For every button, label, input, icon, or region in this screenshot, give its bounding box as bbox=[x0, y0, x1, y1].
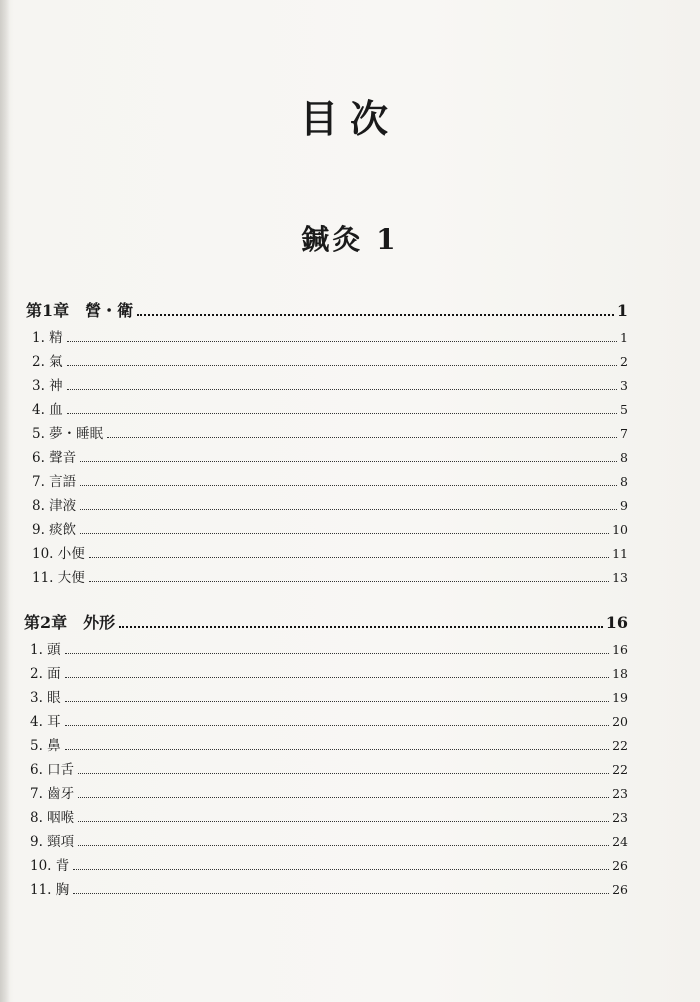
entry-label: 9. 頸項 bbox=[30, 834, 75, 850]
page-title: 目次 bbox=[299, 96, 400, 141]
entry-label: 3. 眼 bbox=[30, 690, 61, 706]
toc-entry[interactable] bbox=[32, 398, 628, 418]
entry-label: 5. 鼻 bbox=[30, 738, 61, 754]
toc-entry[interactable] bbox=[32, 374, 628, 394]
toc-entry[interactable] bbox=[30, 854, 628, 874]
toc-entry[interactable] bbox=[30, 806, 628, 826]
dot-leader bbox=[137, 314, 614, 316]
toc-entry[interactable] bbox=[30, 662, 628, 682]
page-number: 8 bbox=[620, 474, 628, 489]
entry-label: 6. 口舌 bbox=[30, 762, 75, 778]
entry-label: 8. 咽喉 bbox=[30, 810, 75, 826]
page-number: 20 bbox=[612, 714, 628, 729]
dot-leader bbox=[80, 533, 609, 534]
toc-entry[interactable] bbox=[32, 494, 628, 514]
page-number: 22 bbox=[612, 762, 628, 777]
toc-entry[interactable] bbox=[32, 470, 628, 490]
entry-label: 10. 小便 bbox=[32, 546, 85, 562]
dot-leader bbox=[89, 581, 609, 582]
page-number: 19 bbox=[612, 690, 628, 705]
dot-leader bbox=[107, 437, 617, 438]
page-number: 3 bbox=[620, 378, 628, 393]
dot-leader bbox=[80, 485, 617, 486]
page-number: 8 bbox=[620, 450, 628, 465]
chapter-title: 第2章 外形 bbox=[24, 613, 116, 632]
entry-label: 4. 耳 bbox=[30, 714, 61, 730]
volume-title: 鍼灸 1 bbox=[301, 223, 399, 256]
entry-label: 7. 言語 bbox=[32, 474, 77, 490]
page-number: 16 bbox=[605, 613, 628, 632]
entry-label: 1. 精 bbox=[32, 330, 63, 346]
dot-leader bbox=[119, 626, 603, 628]
dot-leader bbox=[65, 653, 609, 654]
dot-leader bbox=[78, 797, 609, 798]
dot-leader bbox=[67, 341, 617, 342]
dot-leader bbox=[78, 821, 609, 822]
page-number: 1 bbox=[616, 301, 628, 320]
toc-entry[interactable] bbox=[30, 782, 628, 802]
page-number: 24 bbox=[612, 834, 628, 849]
entry-label: 11. 大便 bbox=[32, 570, 85, 586]
dot-leader bbox=[65, 701, 609, 702]
dot-leader bbox=[78, 773, 609, 774]
toc-entry[interactable] bbox=[30, 686, 628, 706]
page-number: 23 bbox=[612, 786, 628, 801]
dot-leader bbox=[78, 845, 609, 846]
page-number: 18 bbox=[612, 666, 628, 681]
page-number: 16 bbox=[612, 642, 628, 657]
toc-entry[interactable] bbox=[30, 734, 628, 754]
toc-entry[interactable] bbox=[30, 638, 628, 658]
dot-leader bbox=[73, 893, 609, 894]
toc-entry[interactable] bbox=[30, 758, 628, 778]
toc-entry[interactable] bbox=[30, 878, 628, 898]
entry-label: 9. 痰飲 bbox=[32, 522, 77, 538]
page-number: 2 bbox=[620, 354, 628, 369]
chapter-heading[interactable] bbox=[26, 298, 628, 321]
dot-leader bbox=[89, 557, 609, 558]
entry-label: 2. 面 bbox=[30, 666, 61, 682]
page-number: 5 bbox=[620, 402, 628, 417]
entry-label: 3. 神 bbox=[32, 378, 63, 394]
page-number: 26 bbox=[612, 882, 628, 897]
entry-label: 2. 氣 bbox=[32, 354, 63, 370]
toc-entry[interactable] bbox=[32, 542, 628, 562]
toc-entry[interactable] bbox=[32, 350, 628, 370]
chapter-heading[interactable] bbox=[24, 610, 628, 633]
entry-label: 7. 齒牙 bbox=[30, 786, 75, 802]
dot-leader bbox=[67, 413, 617, 414]
dot-leader bbox=[67, 365, 617, 366]
chapter-title: 第1章 營・衛 bbox=[26, 301, 134, 320]
page-number: 1 bbox=[620, 330, 628, 345]
page-number: 13 bbox=[612, 570, 628, 585]
entry-label: 5. 夢・睡眠 bbox=[32, 426, 104, 442]
page-number: 22 bbox=[612, 738, 628, 753]
page-number: 26 bbox=[612, 858, 628, 873]
entry-label: 8. 津液 bbox=[32, 498, 77, 514]
page-number: 10 bbox=[612, 522, 628, 537]
dot-leader bbox=[80, 509, 617, 510]
toc-entry[interactable] bbox=[30, 710, 628, 730]
toc-entry[interactable] bbox=[32, 326, 628, 346]
toc-entry[interactable] bbox=[32, 566, 628, 586]
entry-label: 10. 背 bbox=[30, 858, 70, 874]
entry-label: 6. 聲音 bbox=[32, 450, 77, 466]
page-number: 11 bbox=[612, 546, 628, 561]
page-number: 23 bbox=[612, 810, 628, 825]
entry-label: 1. 頭 bbox=[30, 642, 61, 658]
dot-leader bbox=[65, 677, 609, 678]
dot-leader bbox=[65, 725, 609, 726]
entry-label: 4. 血 bbox=[32, 402, 63, 418]
page-number: 7 bbox=[620, 426, 628, 441]
toc-entry[interactable] bbox=[32, 446, 628, 466]
entry-label: 11. 胸 bbox=[30, 882, 70, 898]
toc-entry[interactable] bbox=[32, 422, 628, 442]
page-number: 9 bbox=[620, 498, 628, 513]
dot-leader bbox=[67, 389, 617, 390]
dot-leader bbox=[65, 749, 609, 750]
toc-entry[interactable] bbox=[32, 518, 628, 538]
toc-entry[interactable] bbox=[30, 830, 628, 850]
dot-leader bbox=[73, 869, 609, 870]
dot-leader bbox=[80, 461, 617, 462]
